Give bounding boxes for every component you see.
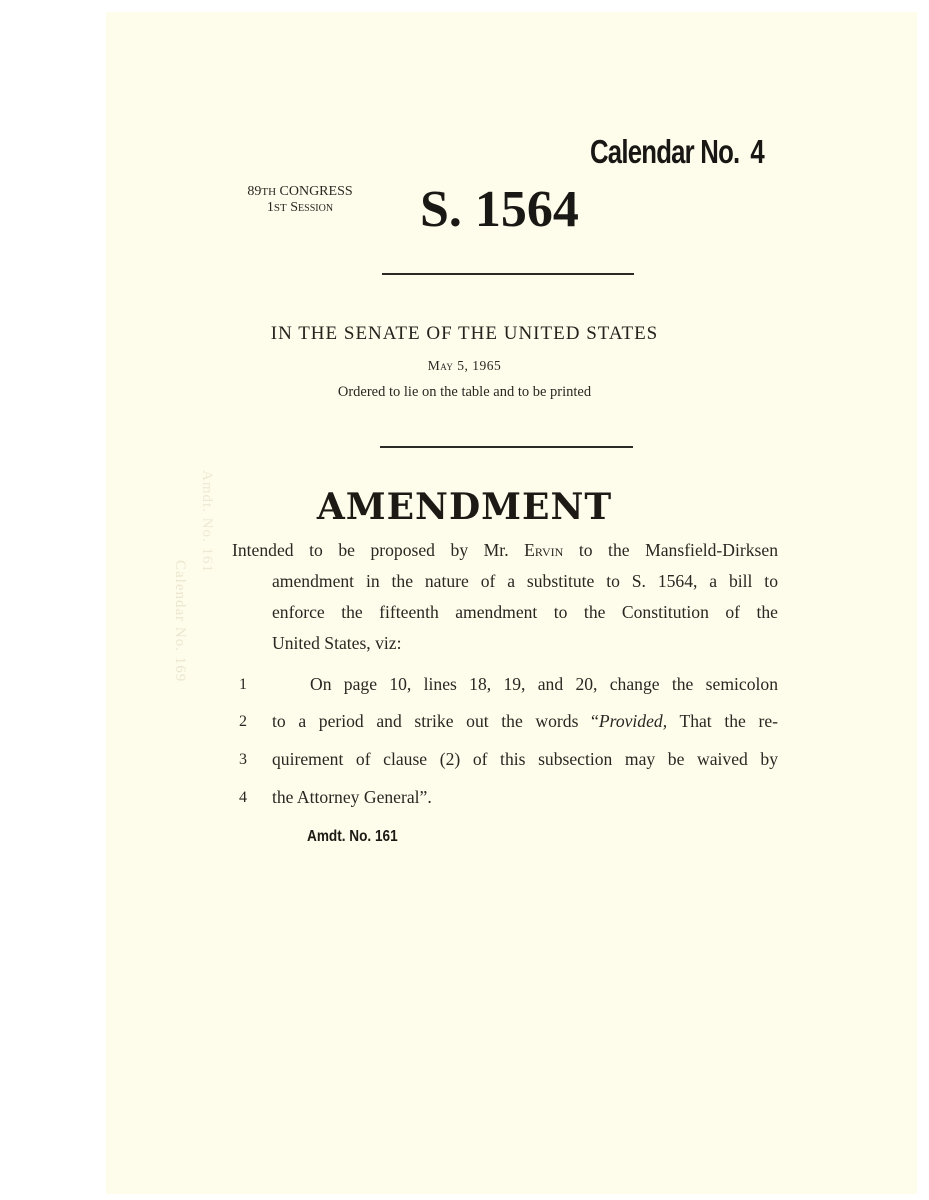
session-ordinal-suffix: ST <box>273 202 287 214</box>
preamble-line: amendment in the nature of a substitute to S. 1564, a bill to <box>272 571 778 591</box>
line-number: 1 <box>239 676 247 693</box>
congress-ordinal-suffix: TH <box>261 186 277 198</box>
preamble-text: to the Mansfield-Dirksen <box>563 540 778 560</box>
session-ordinal: 1 <box>266 200 274 215</box>
italic-term: Provided, <box>598 711 668 731</box>
amendment-number: Amdt. No. 161 <box>307 828 398 845</box>
date: May 5, 1965 <box>427 358 502 373</box>
session-label: Session <box>286 200 334 215</box>
body-line: the Attorney General”. <box>272 787 432 807</box>
congress-ordinal: 89 <box>247 184 262 199</box>
order-note: Ordered to lie on the table and to be printed <box>337 384 592 400</box>
line-number: 2 <box>239 713 247 730</box>
session-line <box>232 200 368 216</box>
chamber-heading: IN THE SENATE OF THE UNITED STATES <box>270 323 659 344</box>
preamble-text: Intended to be proposed by Mr. <box>232 540 525 560</box>
body-text: to a period and strike out the words “ <box>272 711 599 731</box>
congress-line <box>232 184 368 200</box>
body-line: On page 10, lines 18, 19, and 20, change the semicolon <box>310 674 778 694</box>
divider-rule <box>380 446 633 448</box>
congress-label: CONGRESS <box>276 184 353 199</box>
preamble-line: United States, viz: <box>272 633 402 653</box>
bleed-through-text: Calendar No. 169 <box>172 560 188 683</box>
calendar-value: 4 <box>750 133 764 170</box>
body-line <box>272 711 778 732</box>
preamble-line: enforce the fifteenth amendment to the Constitution of the <box>272 602 778 622</box>
preamble-line <box>232 540 778 561</box>
divider-rule <box>382 273 634 275</box>
line-number: 3 <box>239 751 247 768</box>
calendar-number <box>590 133 764 171</box>
line-number: 4 <box>239 789 247 806</box>
body-line: quirement of clause (2) of this subsection may be waived by <box>272 749 778 769</box>
bill-number: S. 1564 <box>420 181 579 238</box>
document-title: AMENDMENT <box>316 486 613 528</box>
calendar-label: Calendar No. <box>590 133 740 170</box>
bleed-through-text: Amdt. No. 161 <box>199 470 215 573</box>
congress-session <box>232 184 368 216</box>
body-text: That the re- <box>667 711 778 731</box>
sponsor-name: Ervin <box>524 540 564 560</box>
